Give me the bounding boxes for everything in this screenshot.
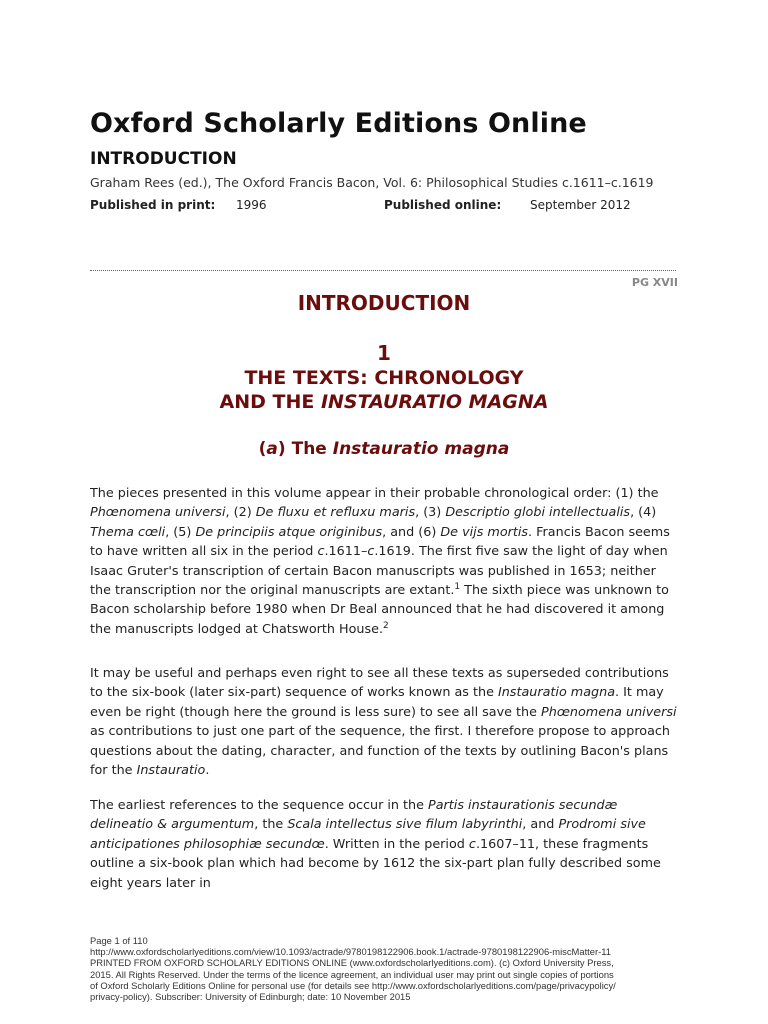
published-online-label: Published online: — [384, 198, 502, 212]
chapter-title — [90, 366, 678, 414]
site-title: Oxford Scholarly Editions Online — [90, 108, 587, 139]
footer-copyright-line: PRINTED FROM OXFORD SCHOLARLY EDITIONS ONLINE (www.oxfordscholarlyeditions.com). (c) Oxford University Press, — [90, 957, 614, 969]
chapter-number: 1 — [377, 341, 391, 365]
citation: Graham Rees (ed.), The Oxford Francis Bacon, Vol. 6: Philosophical Studies c.1611–c.1619 — [90, 175, 654, 190]
footer-url[interactable]: http://www.oxfordscholarlyeditions.com/view/10.1093/actrade/9780198122906.book.1/actrade-9780198122906-miscMatter-11 — [90, 946, 611, 958]
chapter-title-line1: THE TEXTS: CHRONOLOGY — [244, 367, 524, 389]
page-marker: PG XVII — [631, 276, 678, 289]
print-footer — [90, 935, 680, 1002]
paragraph-2: It may be useful and perhaps even right to see all these texts as superseded contributions to the six-book (later six-part) sequence of works known as the Instauratio magna. It may even be right (though here the ground is less sure) to see all save the Phœnomena universi as contributions to just one part of the sequence, the first. I therefore propose to approach questions about the dating, character, and function of the texts by outlining Bacon's plans for the Instauratio. — [90, 666, 677, 779]
published-print-label: Published in print: — [90, 198, 216, 212]
footnote-ref-2[interactable]: 2 — [383, 620, 389, 631]
paragraph-1: The pieces presented in this volume appear in their probable chronological order: (1) the Phœnomena universi, (2) De fluxu et refluxu maris, (3) Descriptio globi intellectualis, (4) Thema cœli, (5) De principiis atque originibus, and (6) De vijs mortis. Francis Bacon seems to have written all six in the period c.1611–c.1619. The first five saw the light of day when Isaac Gruter's transcription of certain Bacon manuscripts was published in 1653; neither the transcription nor the original manuscripts are extant.$^1$ The sixth piece was unknown to Bacon scholarship before 1980 when Dr Beal announced that he had discovered it among the manuscripts lodged at Chatsworth House.$^2$ — [90, 486, 670, 637]
footer-copyright-line: 2015. All Rights Reserved. Under the terms of the licence agreement, an individual user may print out single copies of portions — [90, 968, 614, 980]
subsection-heading: (a) The Instauratio magna — [258, 439, 510, 459]
footnote-ref-1[interactable]: 1 — [454, 581, 461, 592]
chapter-title-line2: AND THE INSTAURATIO MAGNA — [219, 391, 549, 413]
paragraph-3: The earliest references to the sequence occur in the Partis instaurationis secundæ delineatio & argumentum, the Scala intellectus sive filum labyrinthi, and Prodromi sive anticipationes philosophiæ secundœ. Written in the period c.1607–11, these fragments outline a six-book plan which had become by 1612 the six-part plan fully described some eight years later in — [90, 798, 661, 891]
introduction-heading: INTRODUCTION — [297, 291, 471, 315]
section-label: INTRODUCTION — [90, 149, 237, 169]
footer-subscriber-line: privacy-policy). Subscriber: University of Edinburgh; date: 10 November 2015 — [90, 991, 411, 1003]
dotted-divider — [90, 270, 676, 271]
footer-page-count: Page 1 of 110 — [90, 935, 148, 946]
footer-copyright-line: of Oxford Scholarly Editions Online for personal use (for details see http://www.oxfordscholarlyeditions.com/page/privacypolicy/ — [90, 979, 616, 991]
published-print-value: 1996 — [236, 198, 267, 212]
published-online-value: September 2012 — [530, 198, 631, 212]
